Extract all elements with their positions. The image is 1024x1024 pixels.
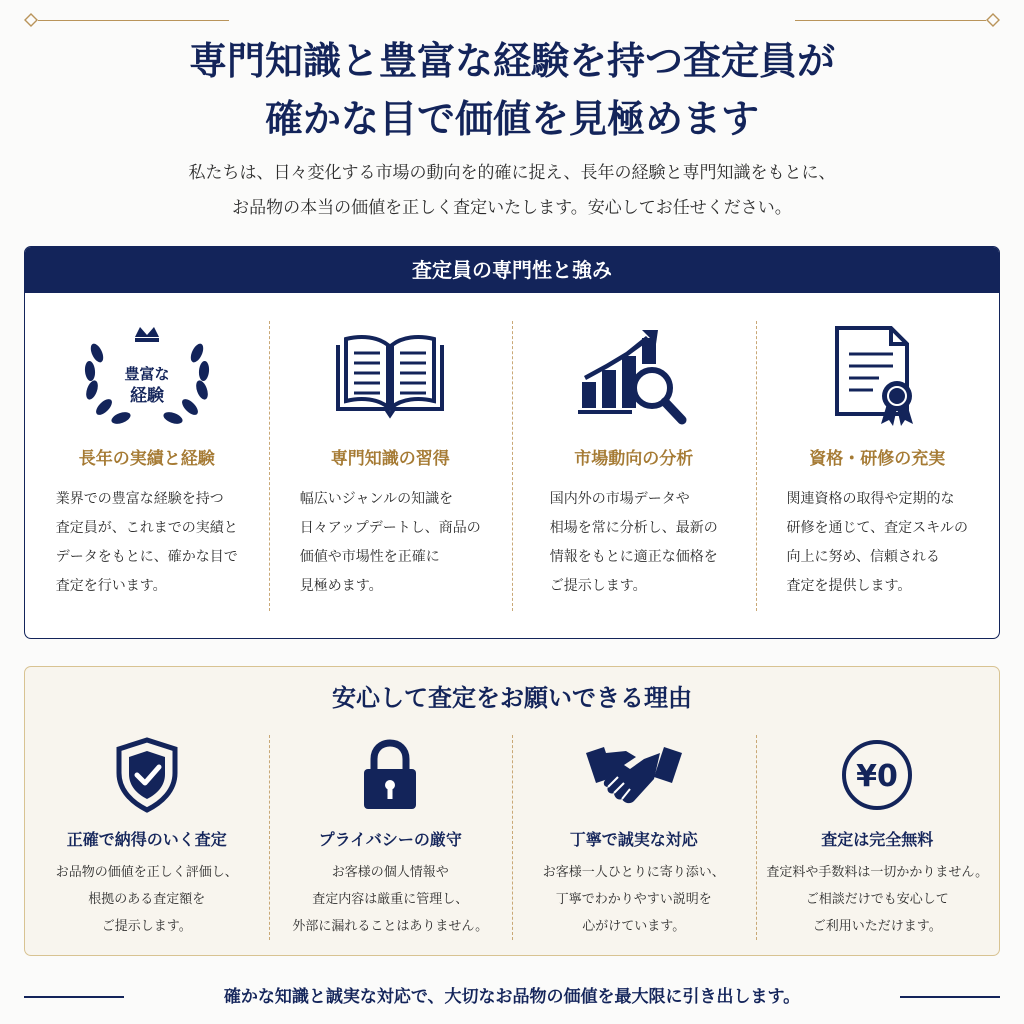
reasons-panel-title: 安心して査定をお願いできる理由 [332, 683, 692, 712]
desc-line: ご提示します。 [549, 578, 647, 594]
item-title: 市場動向の分析 [574, 449, 694, 469]
expertise-panel [24, 246, 1000, 639]
desc-line: 見極めます。 [299, 578, 383, 594]
desc-line: 査定内容は厳重に管理し、 [312, 892, 469, 907]
item-description [56, 485, 238, 601]
closing-statement [0, 982, 1024, 1012]
desc-line: 研修を通じて、査定スキルの [786, 520, 969, 536]
desc-line: 日々アップデートし、商品の [299, 520, 481, 536]
headline-line-2: 確かな目で価値を見極めます [264, 96, 759, 141]
item-title: 長年の実績と経験 [78, 449, 215, 469]
desc-line: 査定を行います。 [55, 578, 167, 594]
desc-line: 根拠のある査定額を [88, 892, 206, 907]
desc-line: ご提示します。 [101, 919, 192, 934]
expertise-item-qualification [756, 321, 1000, 611]
desc-line: 幅広いジャンルの知識を [299, 491, 454, 507]
diamond-ornament-icon [24, 13, 38, 27]
item-description [25, 859, 269, 940]
item-description [300, 485, 481, 601]
reason-item-privacy [269, 735, 513, 940]
headline-line-1: 専門知識と豊富な経験を持つ査定員が [188, 38, 835, 83]
desc-line: お客様一人ひとりに寄り添い、 [542, 865, 725, 880]
desc-line: 査定員が、これまでの実績と [55, 520, 238, 536]
desc-line: ご利用いただけます。 [812, 919, 942, 934]
handshake-icon [584, 743, 684, 807]
badge-line-2: 経験 [129, 386, 164, 406]
lead-line-1: 私たちは、日々変化する市場の動向を的確に捉え、長年の経験と専門知識をもとに、 [188, 163, 836, 183]
item-description [756, 859, 1000, 940]
shield-check-icon [115, 737, 179, 813]
expertise-item-knowledge [269, 321, 513, 611]
desc-line: 外部に漏れることはありません。 [292, 919, 489, 934]
desc-line: 業界での豊富な経験を持つ [55, 491, 224, 507]
desc-line: 国内外の市場データや [549, 491, 690, 507]
laurel-crown-icon [77, 323, 217, 429]
desc-line: お客様の個人情報や [331, 865, 449, 880]
reason-item-free [756, 735, 1000, 940]
lead-line-2: お品物の本当の価値を正しく査定いたします。安心してお任せください。 [232, 198, 792, 218]
top-left-ornament [24, 12, 229, 28]
desc-line: 関連資格の取得や定期的な [786, 491, 955, 507]
expertise-panel-title: 査定員の専門性と強み [25, 247, 999, 293]
item-title: プライバシーの厳守 [318, 830, 462, 849]
desc-line: ご相談だけでも安心して [805, 892, 949, 907]
reason-item-accurate [25, 735, 269, 940]
yen-zero-icon [839, 737, 915, 813]
item-description [512, 859, 756, 940]
reason-item-sincere [512, 735, 756, 940]
open-book-icon [332, 331, 448, 421]
item-description [269, 859, 513, 940]
desc-line: 向上に努め、信頼される [786, 549, 940, 565]
divider-line [900, 996, 1000, 998]
padlock-icon [360, 739, 420, 811]
badge-line-1: 豊富な [124, 365, 170, 383]
chart-magnifier-icon [576, 326, 692, 426]
reasons-panel [24, 666, 1000, 956]
expertise-item-market [512, 321, 756, 611]
desc-line: 心がけています。 [582, 919, 686, 934]
item-title: 正確で納得のいく査定 [66, 830, 227, 849]
item-title: 査定は完全無料 [821, 830, 934, 849]
diamond-ornament-icon [986, 13, 1000, 27]
item-description [550, 485, 718, 601]
desc-line: 価値や市場性を正確に [299, 549, 440, 565]
item-title: 資格・研修の充実 [809, 449, 946, 469]
desc-line: 情報をもとに適正な価格を [549, 549, 718, 565]
certificate-icon [829, 324, 925, 428]
desc-line: 丁寧でわかりやすい説明を [555, 892, 712, 907]
yen-zero-label: ¥0 [856, 759, 899, 794]
desc-line: データをもとに、確かな目で [55, 549, 238, 565]
item-title: 丁寧で誠実な対応 [569, 830, 698, 849]
desc-line: お品物の価値を正しく評価し、 [55, 865, 238, 880]
top-right-ornament [795, 12, 1000, 28]
item-title: 専門知識の習得 [330, 449, 450, 469]
expertise-item-experience [25, 321, 269, 611]
item-description [786, 485, 968, 601]
closing-text: 確かな知識と誠実な対応で、大切なお品物の価値を最大限に引き出します。 [223, 987, 801, 1007]
desc-line: 査定を提供します。 [786, 578, 912, 594]
desc-line: 査定料や手数料は一切かかりません。 [766, 865, 989, 880]
desc-line: 相場を常に分析し、最新の [549, 520, 718, 536]
